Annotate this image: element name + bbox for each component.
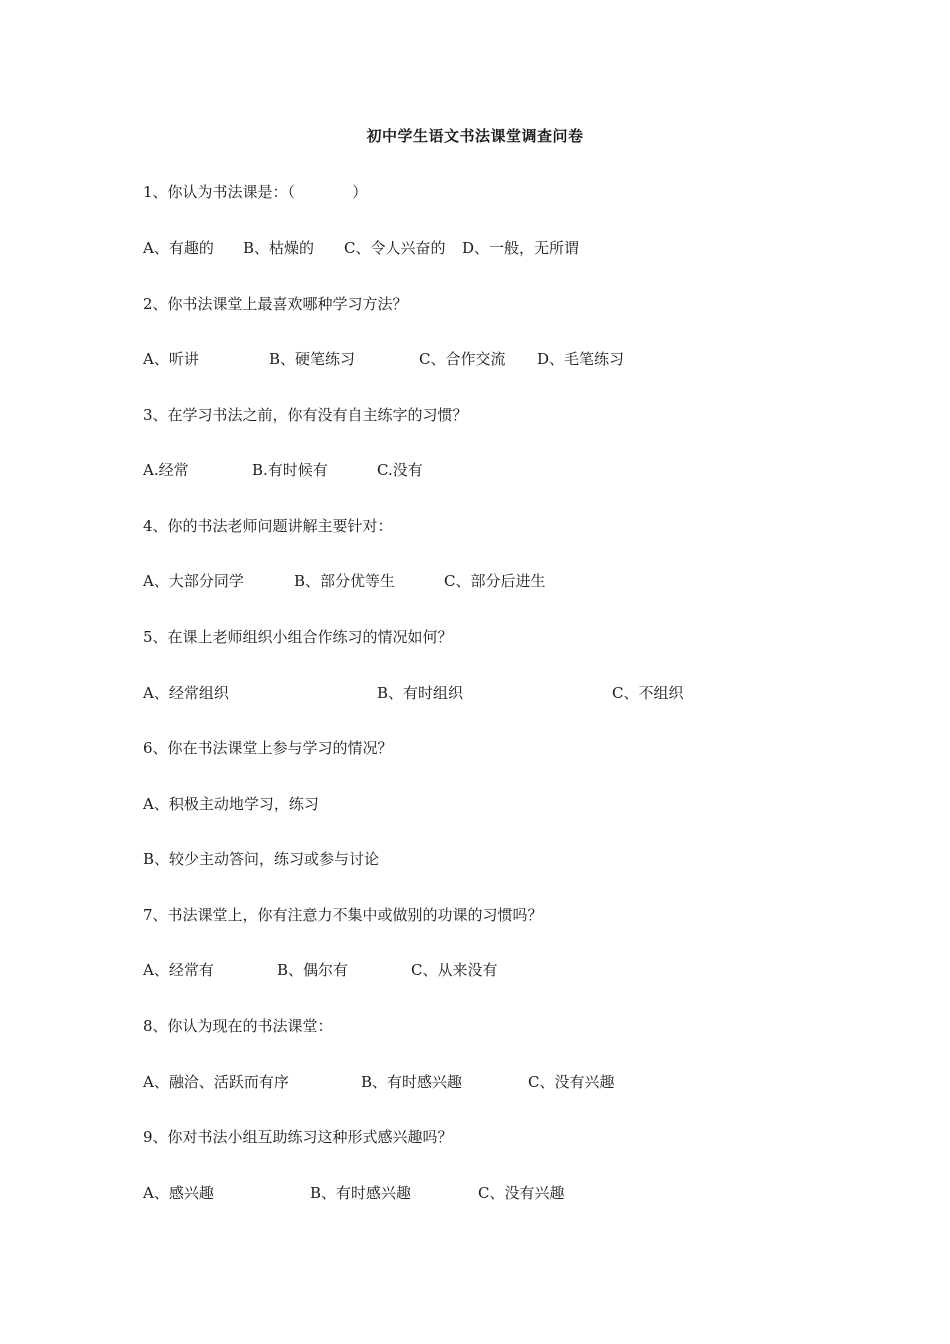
q3-option-b: B.有时候有 xyxy=(252,461,328,479)
q8-option-b: B、有时感兴趣 xyxy=(361,1073,463,1091)
q8-option-c: C、没有兴趣 xyxy=(528,1073,615,1091)
q4-option-b: B、部分优等生 xyxy=(294,572,396,590)
page-title: 初中学生语文书法课堂调查问卷 xyxy=(366,127,584,145)
question-8: 8、你认为现在的书法课堂： xyxy=(143,1017,333,1035)
q3-option-c: C.没有 xyxy=(377,461,423,479)
question-3: 3、在学习书法之前，你有没有自主练字的习惯？ xyxy=(143,406,468,424)
q9-option-b: B、有时感兴趣 xyxy=(310,1184,412,1202)
q1-option-c: C、令人兴奋的 xyxy=(344,239,446,257)
q5-option-a: A、经常组织 xyxy=(143,684,229,702)
q1-option-d: D、一般，无所谓 xyxy=(462,239,580,257)
q4-option-c: C、部分后进生 xyxy=(444,572,546,590)
question-1: 1、你认为书法课是：（ ） xyxy=(143,183,368,201)
q2-option-a: A、听讲 xyxy=(143,350,199,368)
q1-option-b: B、枯燥的 xyxy=(243,239,315,257)
q5-option-c: C、不组织 xyxy=(612,684,684,702)
q9-option-a: A、感兴趣 xyxy=(143,1184,214,1202)
q7-option-c: C、从来没有 xyxy=(411,961,498,979)
q9-option-c: C、没有兴趣 xyxy=(478,1184,565,1202)
question-2: 2、你书法课堂上最喜欢哪种学习方法？ xyxy=(143,295,408,313)
q7-option-a: A、经常有 xyxy=(143,961,214,979)
q2-option-c: C、合作交流 xyxy=(419,350,506,368)
question-4: 4、你的书法老师问题讲解主要针对： xyxy=(143,517,393,535)
q3-option-a: A.经常 xyxy=(143,461,189,479)
q4-option-a: A、大部分同学 xyxy=(143,572,244,590)
question-6: 6、你在书法课堂上参与学习的情况？ xyxy=(143,739,393,757)
q8-option-a: A、融洽、活跃而有序 xyxy=(143,1073,289,1091)
q7-option-b: B、偶尔有 xyxy=(277,961,349,979)
question-9: 9、你对书法小组互助练习这种形式感兴趣吗？ xyxy=(143,1128,453,1146)
q6-option-a: A、积极主动地学习，练习 xyxy=(143,795,319,813)
question-5: 5、在课上老师组织小组合作练习的情况如何？ xyxy=(143,628,453,646)
q1-option-a: A、有趣的 xyxy=(143,239,214,257)
q2-option-d: D、毛笔练习 xyxy=(537,350,625,368)
question-7: 7、书法课堂上，你有注意力不集中或做别的功课的习惯吗？ xyxy=(143,906,543,924)
q2-option-b: B、硬笔练习 xyxy=(269,350,356,368)
q6-option-b: B、较少主动答问，练习或参与讨论 xyxy=(143,850,380,868)
q5-option-b: B、有时组织 xyxy=(377,684,464,702)
